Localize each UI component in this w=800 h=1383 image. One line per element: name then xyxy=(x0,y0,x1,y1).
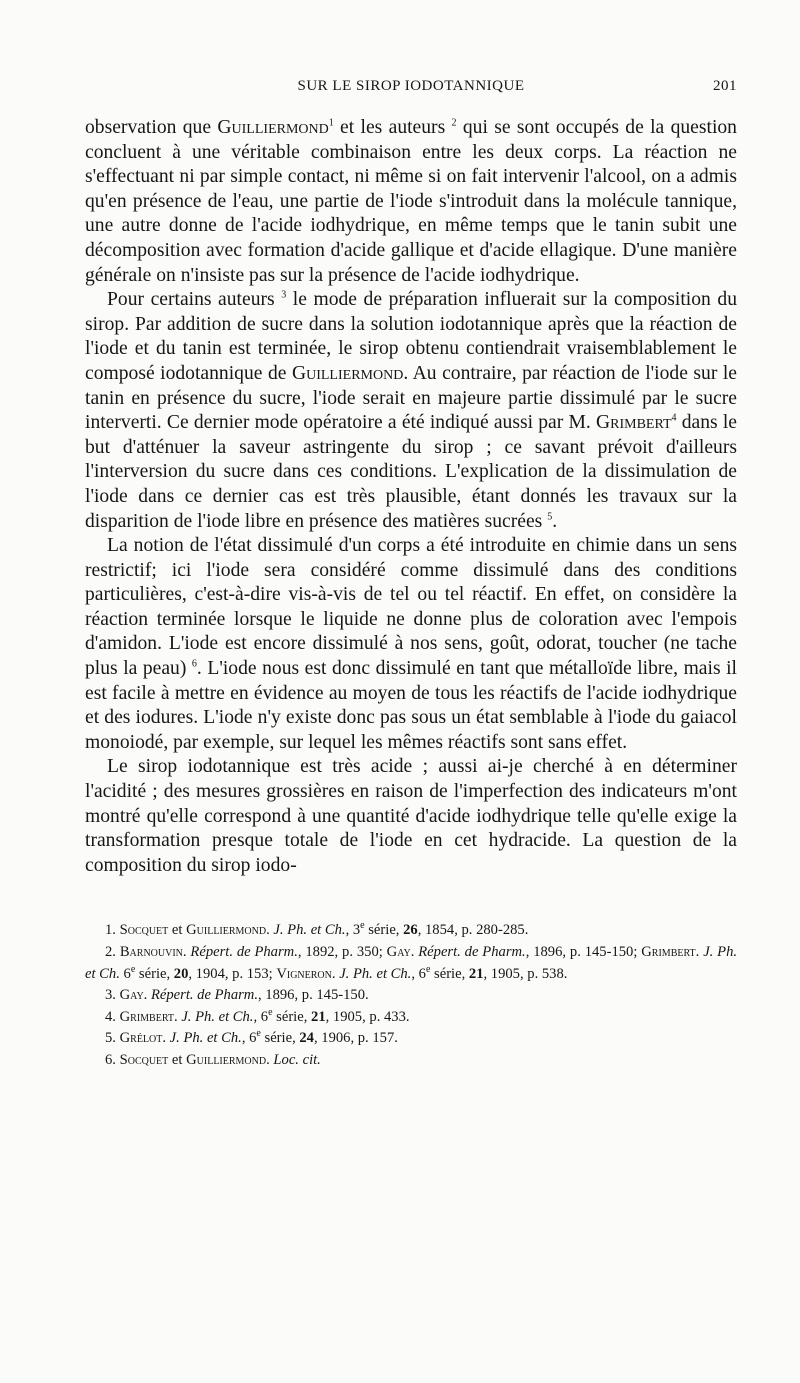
footnote-ref: 6 xyxy=(191,658,197,670)
footnote-3: 3. Gay. Répert. de Pharm., 1896, p. 145-150. xyxy=(105,987,369,1004)
footnote-4: 4. Grimbert. J. Ph. et Ch., 6e série, 21, 1905, p. 433. xyxy=(105,1006,410,1025)
footnote-ref: 4 xyxy=(671,412,677,424)
paragraph-3: La notion de l'état dissimulé d'un corps a été introduite en chimie dans un sens restrictif; ici l'iode sera considéré comme dissimulé dans des conditions particulières, c'est-à-dire vis-à-vis de tel ou tel réactif. En effet, on considère la réaction terminée lorsque le liquide ne donne plus de coloration avec l'empois d'amidon. L'iode est encore dissimulé à nos sens, goût, odorat, toucher (ne tache plus la peau) $^6$. L'iode nous est donc dissimulé en tant que métalloïde libre, mais il est facile à mettre en évidence au moyen de tous les réactifs de l'acide iodhydrique et des iodures. L'iode n'y existe donc pas sous un état semblable à l'iode du gaiacol monoiodé, par exemple, sur lequel les mêmes réactifs sont sans effet. xyxy=(85,535,737,753)
book-page xyxy=(85,78,737,1072)
footnote-ref: 2 xyxy=(451,117,457,129)
paragraph-2: Pour certains auteurs $^3$ le mode de préparation influerait sur la composition du sirop. Par addition de sucre dans la solution iodotannique après que la réaction de l'iode et du tanin est terminée, le sirop obtenu contiendrait vraisemblablement le composé iodotannique de Guilliermond. Au contraire, par réaction de l'iode sur le tanin en présence du sucre, l'iode serait en majeure partie dissimulé par le sucre interverti. Ce dernier mode opératoire a été indiqué aussi par M. Grimbert$^4$ dans le but d'atténuer la saveur astringente du sirop ; ce savant prévoit d'ailleurs l'interversion du sucre dans ces conditions. L'explication de la dissimulation de l'iode dans ce dernier cas est très plausible, étant donnés les travaux sur la disparition de l'iode libre en présence des matières sucrées $^5$. xyxy=(85,289,737,532)
footnote-1: 1. Socquet et Guilliermond. J. Ph. et Ch., 3e série, 26, 1854, p. 280-285. xyxy=(105,920,529,939)
running-header xyxy=(85,78,737,100)
page-number: 201 xyxy=(713,78,737,94)
footnote-2: 2. Barnouvin. Répert. de Pharm., 1892, p. 350; Gay. Répert. de Pharm., 1896, p. 145-150; Grimbert. J. Ph. et Ch. 6e série, 20, 1904, p. 153; Vigneron. J. Ph. et Ch., 6e série, 21, 1905, p. 538. xyxy=(85,944,738,982)
main-text xyxy=(85,116,737,878)
paragraph-1: observation que Guilliermond$^1$ et les auteurs $^2$ qui se sont occupés de la question concluent à une véritable combinaison entre les deux corps. La réaction ne s'effectuant ni par simple contact, ni même si on fait intervenir l'alcool, on a admis qu'en présence de l'eau, une partie de l'iode s'introduit dans la molécule tannique, une autre donne de l'acide iodhydrique, en même temps que le tanin subit une décomposition avec formation d'acide gallique et d'acide ellagique. D'une manière générale on n'insiste pas sur la présence de l'acide iodhydrique. xyxy=(85,117,737,286)
footnotes xyxy=(85,920,737,1071)
footnote-ref: 3 xyxy=(281,289,287,301)
paragraph-4: Le sirop iodotannique est très acide ; aussi ai-je cherché à en déterminer l'acidité ; des mesures grossières en raison de l'imperfection des indicateurs m'ont montré qu'elle correspond à une quantité d'acide iodhydrique telle qu'elle exige la transformation presque totale de l'iode en cet hydracide. La question de la composition du sirop iodo- xyxy=(85,756,737,876)
running-title: SUR LE SIROP IODOTANNIQUE xyxy=(297,78,525,94)
footnote-ref: 5 xyxy=(547,510,553,522)
footnote-6: 6. Socquet et Guilliermond. Loc. cit. xyxy=(105,1051,321,1068)
footnote-5: 5. Grélot. J. Ph. et Ch., 6e série, 24, 1906, p. 157. xyxy=(105,1028,398,1047)
author-name: Guilliermond xyxy=(291,362,404,384)
author-name: Guilliermond xyxy=(217,117,329,138)
footnote-ref: 1 xyxy=(328,117,334,129)
author-name: Grimbert xyxy=(595,412,672,434)
